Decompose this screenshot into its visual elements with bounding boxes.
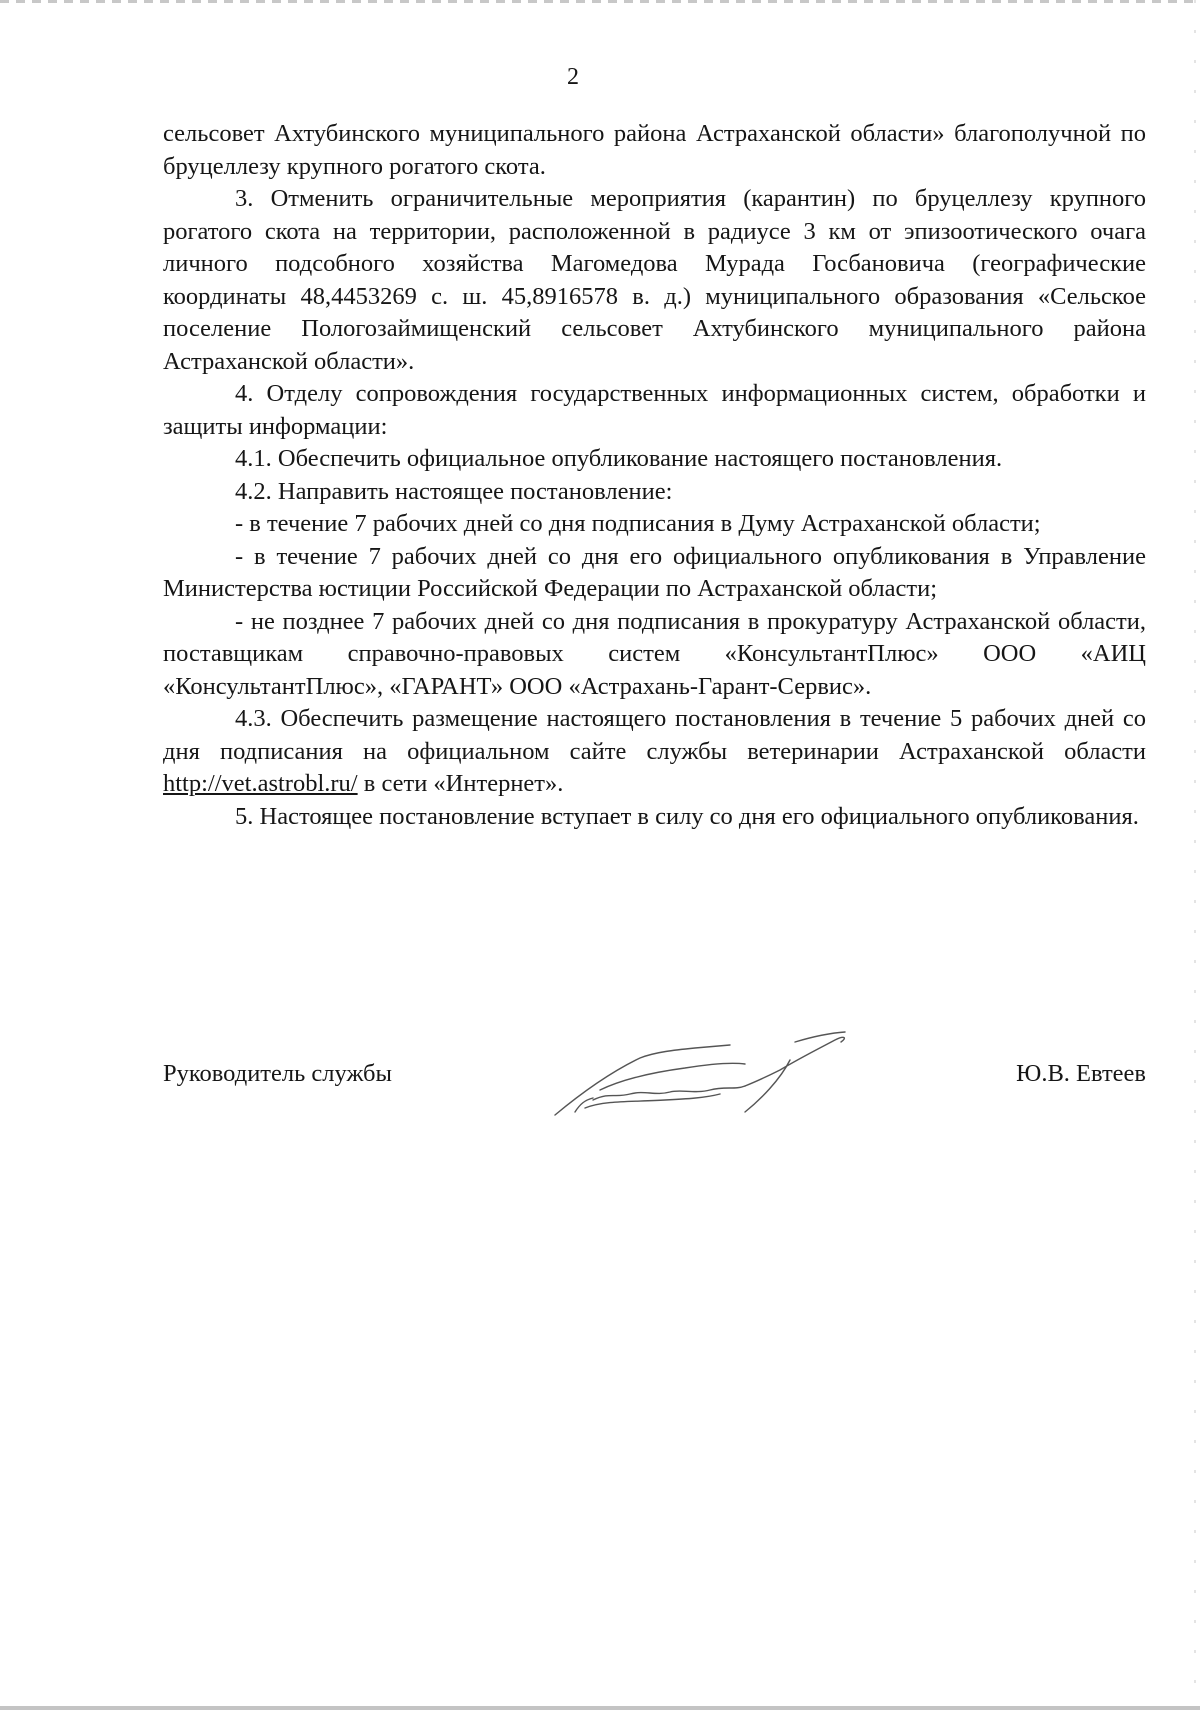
list-item-duma: - в течение 7 рабочих дней со дня подписания в Думу Астраханской области; — [235, 510, 1041, 537]
paragraph-item-3: 3. Отменить ограничительные мероприятия (карантин) по бруцеллезу крупного рогатого скота на территории, расположенной в радиусе 3 км от эпизоотического очага личного подсобного хозяйства Магомедова Мурада Госбановича (географические координаты 48,4453269 с. ш. 45,8916578 в. д.) муниципального образования «Сельское поселение Пологозаймищенский сельсовет Ахтубинского муниципального района Астраханской области». — [163, 185, 1146, 375]
paragraph-continuation: сельсовет Ахтубинского муниципального района Астраханской области» благополучной по бруцеллезу крупного рогатого скота. — [163, 120, 1146, 180]
paragraph-item-5: 5. Настоящее постановление вступает в силу со дня его официального опубликования. — [235, 802, 1139, 830]
paragraph-item-4-3 — [163, 703, 1146, 801]
paragraph-item-4: 4. Отделу сопровождения государственных информационных систем, обработки и защиты информации: — [163, 380, 1146, 440]
signature-block — [163, 1060, 1146, 1100]
signatory-role: Руководитель службы — [163, 1060, 392, 1087]
paragraph-item-4-3-text: 4.3. Обеспечить размещение настоящего постановления в течение 5 рабочих дней со дня подписания на официальном сайте службы ветеринарии Астраханской области — [163, 705, 1146, 765]
website-link[interactable]: http://vet.astrobl.ru/ — [163, 770, 358, 797]
scan-edge-top — [0, 0, 1200, 3]
paragraph-item-4-1: 4.1. Обеспечить официальное опубликование настоящего постановления. — [235, 445, 1003, 472]
paragraph-item-4-3-tail: в сети «Интернет». — [357, 770, 564, 797]
list-item-ministry: - в течение 7 рабочих дней со дня его официального опубликования в Управление Министерства юстиции Российской Федерации по Астраханской области; — [163, 542, 1146, 602]
scan-edge-right — [1194, 0, 1196, 1710]
signatory-name: Ю.В. Евтеев — [1016, 1060, 1146, 1087]
list-item-prosecutor: - не позднее 7 рабочих дней со дня подписания в прокуратуру Астраханской области, поставщикам справочно-правовых систем «КонсультантПлюс» ООО «АИЦ «КонсультантПлюс», «ГАРАНТ» ООО «Астрахань-Гарант-Сервис». — [163, 607, 1146, 700]
paragraph-item-4-2: 4.2. Направить настоящее постановление: — [235, 477, 673, 505]
page-number: 2 — [567, 64, 579, 90]
scan-edge-bottom — [0, 1706, 1200, 1710]
document-body — [163, 118, 1146, 833]
